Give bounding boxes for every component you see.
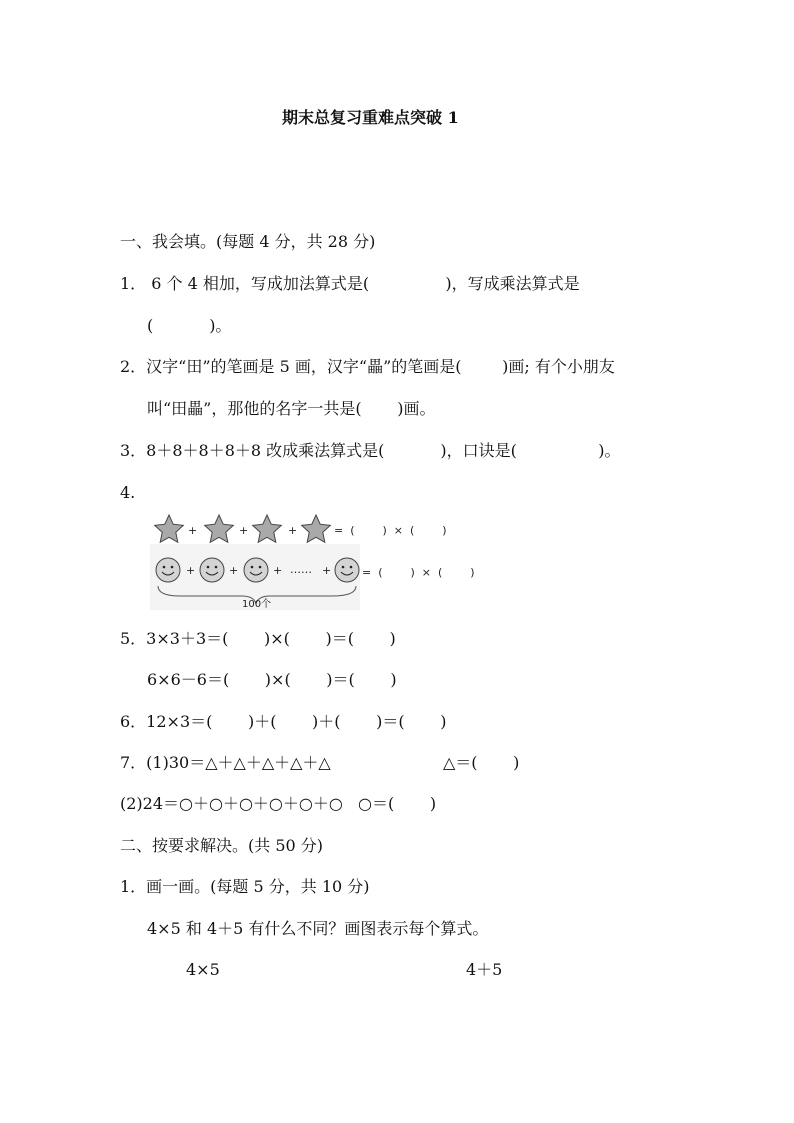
section2-question-1-prompt: 4×5 和 4＋5 有什么不同？画图表示每个算式。: [147, 919, 489, 938]
star-icon: [205, 515, 234, 542]
question-1-line-2: ( )。: [147, 316, 232, 335]
question-7-line-1-right: △＝( ): [443, 753, 520, 772]
question-1-line-1: 1． 6 个 4 相加，写成加法算式是( )，写成乘法算式是: [120, 274, 580, 293]
section2-question-1: 1．画一画。(每题 5 分，共 10 分): [120, 877, 370, 896]
question-7-line-2: (2)24＝○＋○＋○＋○＋○＋○ ○＝( ): [120, 794, 437, 813]
smiley-icon: [244, 558, 268, 582]
question-5-line-1: 5．3×3＋3＝( )×( )＝( ): [120, 629, 396, 648]
smiley-icon: [335, 558, 359, 582]
page-title: 期末总复习重难点突破 1: [282, 108, 459, 127]
question-7-line-1-left: 7．(1)30＝△＋△＋△＋△＋△: [120, 753, 331, 772]
expression-left: 4×5: [186, 960, 220, 979]
star-icon: [302, 515, 331, 542]
section1-heading: 一、我会填。(每题 4 分，共 28 分): [120, 232, 376, 251]
equation-row-1: = ( ) × ( ): [334, 524, 447, 537]
brace-label: 100个: [242, 599, 272, 610]
ellipsis: ……: [290, 563, 312, 576]
plus-sign: +: [186, 564, 196, 577]
question-4-label: 4.: [120, 483, 136, 502]
plus-sign: +: [322, 564, 332, 577]
plus-sign: +: [239, 524, 249, 537]
smiley-icon: [200, 558, 224, 582]
question-3: 3．8＋8＋8＋8＋8 改成乘法算式是( )，口诀是( )。: [120, 441, 621, 460]
question-2-line-1: 2．汉字“田”的笔画是 5 画，汉字“畾”的笔画是( )画; 有个小朋友: [120, 357, 615, 376]
question-2-line-2: 叫“田畾”，那他的名字一共是( )画。: [147, 399, 436, 418]
section2-heading: 二、按要求解决。(共 50 分): [120, 836, 324, 855]
q4-figure-graphics: [150, 510, 510, 610]
plus-sign: +: [188, 524, 198, 537]
smiley-icon: [156, 558, 180, 582]
star-icon: [253, 515, 282, 542]
question-6: 6．12×3＝( )＋( )＋( )＝( ): [120, 712, 447, 731]
plus-sign: +: [273, 564, 283, 577]
equation-row-2: = ( ) × ( ): [362, 566, 475, 579]
plus-sign: +: [229, 564, 239, 577]
plus-sign: +: [288, 524, 298, 537]
expression-right: 4＋5: [466, 960, 503, 979]
star-icon: [155, 515, 184, 542]
question-5-line-2: 6×6－6＝( )×( )＝( ): [147, 670, 397, 689]
